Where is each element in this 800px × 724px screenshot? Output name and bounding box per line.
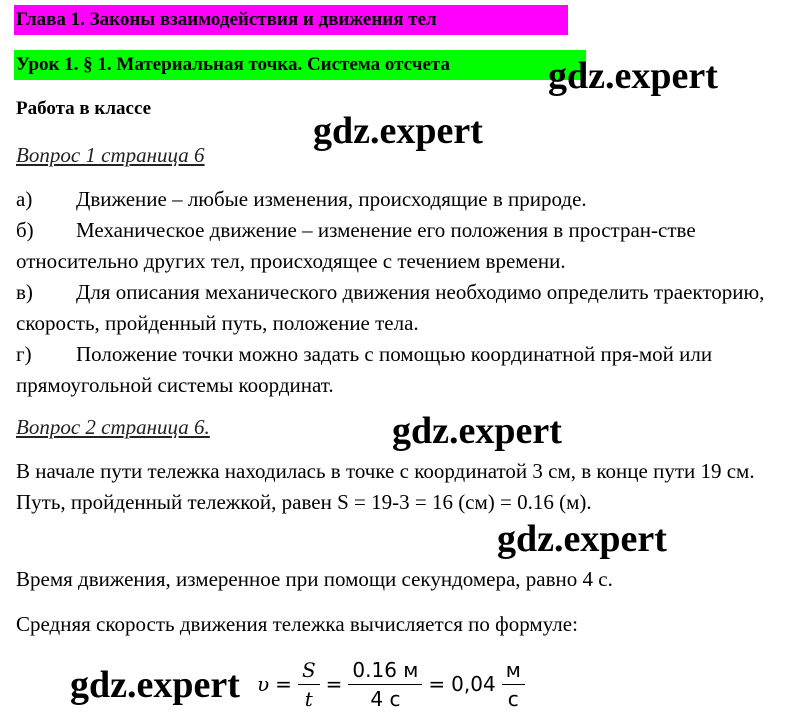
answer-item-a xyxy=(16,184,786,215)
answer-item-b xyxy=(16,215,786,277)
formula-result: 0,04 xyxy=(451,672,496,696)
item-label: б) xyxy=(16,218,34,242)
fraction-denominator: t xyxy=(304,686,313,711)
item-label: г) xyxy=(16,342,32,366)
fraction-values xyxy=(348,658,422,711)
fraction-denominator: 4 с xyxy=(370,686,401,711)
formula-eq: = xyxy=(428,672,446,696)
fraction-numerator: 0.16 м xyxy=(348,658,422,685)
fraction-unit xyxy=(502,658,525,711)
question-1-title: Вопрос 1 страница 6 xyxy=(16,143,205,167)
fraction-s-over-t xyxy=(298,658,320,711)
question-2-title: Вопрос 2 страница 6. xyxy=(16,415,210,439)
watermark: gdz.expert xyxy=(548,55,718,97)
item-text: Движение – любые изменения, происходящие в природе. xyxy=(76,187,587,211)
formula-lhs: υ xyxy=(257,672,270,696)
section-title: Работа в классе xyxy=(16,98,152,119)
item-text: Для описания механического движения необходимо определить траекторию, скорость, пройденный путь, положение тела. xyxy=(16,280,765,335)
velocity-formula xyxy=(254,652,528,716)
watermark: gdz.expert xyxy=(70,664,240,706)
formula-eq: = xyxy=(275,672,292,696)
chapter-title: Глава 1. Законы взаимодействия и движения тел xyxy=(14,5,568,35)
fraction-numerator: м xyxy=(502,658,525,685)
answer-paragraph: Время движения, измеренное при помощи секундомера, равно 4 с. xyxy=(16,567,613,591)
fraction-numerator: S xyxy=(298,658,320,685)
formula-eq: = xyxy=(325,672,343,696)
answer-item-g xyxy=(16,339,786,401)
fraction-denominator: с xyxy=(507,686,519,711)
answer-paragraph: В начале пути тележка находилась в точке с координатой 3 см, в конце пути 19 см. Путь, пройденный тележкой, равен S = 19-3 = 16 (см) = 0.16 (м). xyxy=(16,459,755,514)
watermark: gdz.expert xyxy=(497,518,667,560)
answer-paragraph: Средняя скорость движения тележка вычисляется по формуле: xyxy=(16,612,578,636)
item-text: Положение точки можно задать с помощью координатной пря-мой или прямоугольной системы координат. xyxy=(16,342,713,397)
watermark: gdz.expert xyxy=(313,110,483,152)
item-label: в) xyxy=(16,280,33,304)
watermark: gdz.expert xyxy=(392,410,562,452)
item-text: Механическое движение – изменение его положения в простран-стве относительно других тел, происходящее с течением времени. xyxy=(16,218,696,273)
answer-item-v xyxy=(16,277,786,339)
lesson-title: Урок 1. § 1. Материальная точка. Система отсчета xyxy=(14,50,586,80)
item-label: а) xyxy=(16,187,33,211)
